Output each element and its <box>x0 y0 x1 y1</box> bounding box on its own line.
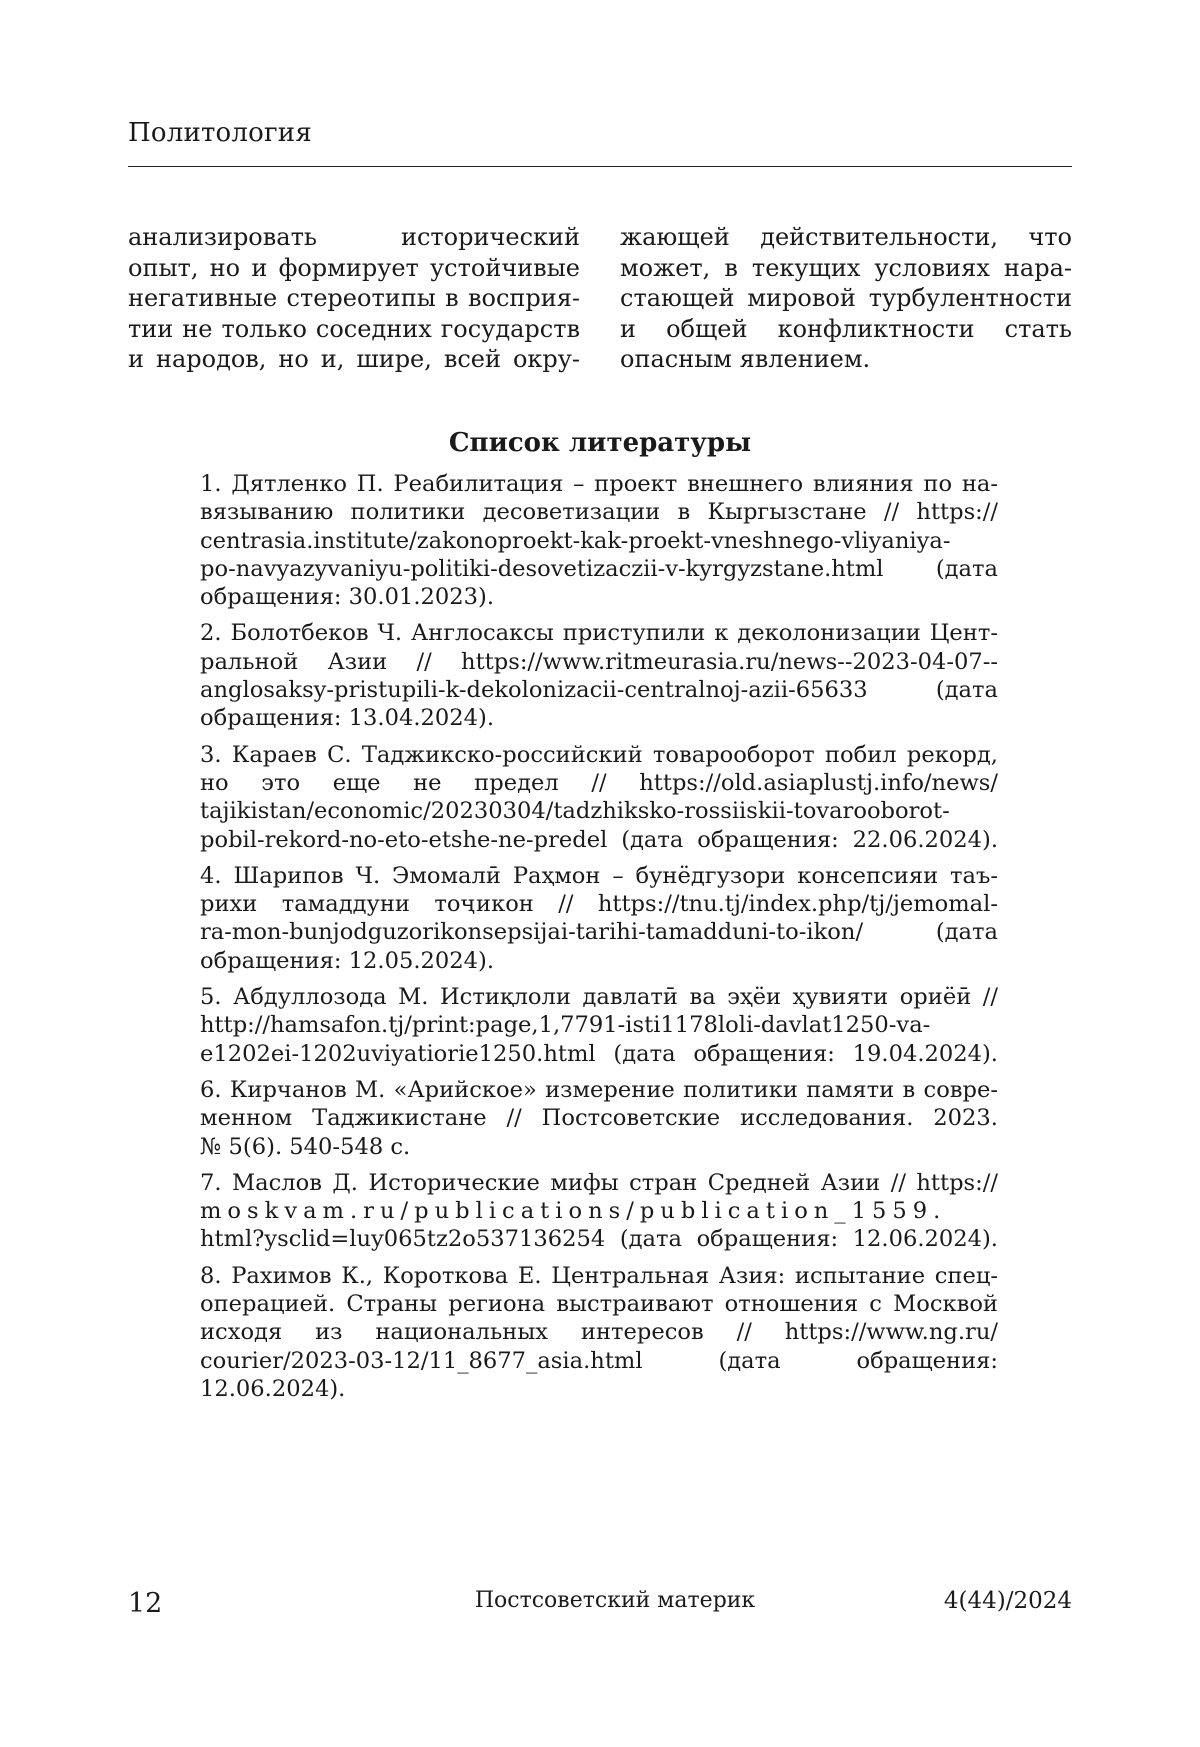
reference-line: courier/2023-03-12/11_8677_asia.html (дата обращения: <box>200 1347 998 1374</box>
reference-line: html?ysclid=luy065tz2o537136254 (дата обращения: 12.06.2024). <box>200 1226 998 1253</box>
text-line: может, в текущих условиях нара- <box>620 253 1072 282</box>
text-line: стающей мировой турбулентности <box>620 284 1072 313</box>
text-line: и народов, но и, шире, всей окру- <box>128 345 580 374</box>
reference-line: 5. Абдуллозода М. Истиқлоли давлатӣ ва эҳёи ҳувияти ориёӣ // <box>200 984 998 1011</box>
left-paragraph <box>128 222 580 375</box>
reference-line: исходя из национальных интересов // https://www.ng.ru/ <box>200 1319 998 1346</box>
header-rule <box>128 166 1072 167</box>
reference-item <box>200 470 998 611</box>
reference-item <box>200 619 998 732</box>
reference-item <box>200 1169 998 1254</box>
reference-line: ra-mon-bunjodguzorikonsepsijai-tarihi-tamadduni-to-ikon/ (дата <box>200 919 998 946</box>
text-line: негативные стереотипы в восприя- <box>128 284 580 313</box>
left-column <box>128 222 580 375</box>
issue-number: 4(44)/2024 <box>943 1588 1072 1614</box>
reference-line: 4. Шарипов Ч. Эмомалӣ Раҳмон – бунёдгузори консепсияи таъ- <box>200 862 998 889</box>
reference-line: pobil-rekord-no-eto-etshe-ne-predel (дата обращения: 22.06.2024). <box>200 826 998 853</box>
reference-line: 12.06.2024). <box>200 1375 346 1402</box>
reference-line: 1. Дятленко П. Реабилитация – проект внешнего влияния по на- <box>200 471 998 497</box>
text-line: опасным явлением. <box>620 345 871 374</box>
reference-line: менном Таджикистане // Постсоветские исследования. 2023. <box>200 1105 998 1132</box>
text-line: и общей конфликтности стать <box>620 314 1072 343</box>
reference-line: рихи тамаддуни тоҷикон // https://tnu.tj/index.php/tj/jemomal- <box>200 891 998 918</box>
page-footer <box>128 1588 1072 1622</box>
reference-line: centrasia.institute/zakonoproekt-kak-proekt-vneshnego-vliyaniya- <box>200 527 951 554</box>
reference-item <box>200 1262 998 1403</box>
references-list <box>200 470 998 1411</box>
reference-line: anglosaksy-pristupili-k-dekolonizacii-centralnoj-azii-65633 (дата <box>200 677 998 704</box>
running-head-section: Политология <box>128 118 312 148</box>
reference-line: 3. Караев С. Таджикско-российский товарооборот побил рекорд, <box>200 741 998 768</box>
reference-line: moskvam.ru/publications/publication_1559. <box>200 1198 947 1225</box>
reference-item <box>200 741 998 854</box>
reference-line: операцией. Страны региона выстраивают отношения с Москвой <box>200 1291 998 1318</box>
reference-item <box>200 983 998 1068</box>
reference-line: po-navyazyvaniyu-politiki-desovetizaczii-v-kyrgyzstane.html (дата <box>200 555 998 582</box>
right-paragraph <box>620 222 1072 375</box>
journal-title: Постсоветский материк <box>474 1588 756 1613</box>
reference-line: e1202ei-1202uviyatiorie1250.html (дата обращения: 19.04.2024). <box>200 1040 998 1067</box>
references-title: Список литературы <box>448 428 752 458</box>
reference-line: обращения: 30.01.2023). <box>200 584 495 611</box>
text-line: тии не только соседних государств <box>128 314 580 343</box>
page-number: 12 <box>128 1588 163 1619</box>
reference-line: обращения: 12.05.2024). <box>200 947 495 974</box>
text-line: жающей действительности, что <box>620 223 1072 251</box>
reference-line: 6. Кирчанов М. «Арийское» измерение политики памяти в совре- <box>200 1076 998 1103</box>
right-column <box>620 222 1072 375</box>
reference-line: вязыванию политики десоветизации в Кыргызстане // https:// <box>200 499 998 526</box>
body-columns <box>128 222 1072 375</box>
reference-line: http://hamsafon.tj/print:page,1,7791-isti1178loli-davlat1250-va- <box>200 1012 931 1039</box>
reference-line: обращения: 13.04.2024). <box>200 705 495 732</box>
reference-item <box>200 862 998 975</box>
reference-line: № 5(6). 540-548 с. <box>200 1133 411 1160</box>
reference-line: 2. Болотбеков Ч. Англосаксы приступили к деколонизации Цент- <box>200 620 998 647</box>
reference-line: tajikistan/economic/20230304/tadzhiksko-rossiiskii-tovarooborot- <box>200 798 950 825</box>
reference-line: ральной Азии // https://www.ritmeurasia.ru/news--2023-04-07-- <box>200 648 998 675</box>
reference-line: но это еще не предел // https://old.asiaplustj.info/news/ <box>200 769 998 796</box>
reference-item <box>200 1076 998 1161</box>
reference-line: 7. Маслов Д. Исторические мифы стран Средней Азии // https:// <box>200 1169 998 1196</box>
text-line: опыт, но и формирует устойчивые <box>128 253 580 282</box>
reference-line: 8. Рахимов К., Короткова Е. Центральная Азия: испытание спец- <box>200 1262 998 1289</box>
text-line: анализировать исторический <box>128 223 580 251</box>
